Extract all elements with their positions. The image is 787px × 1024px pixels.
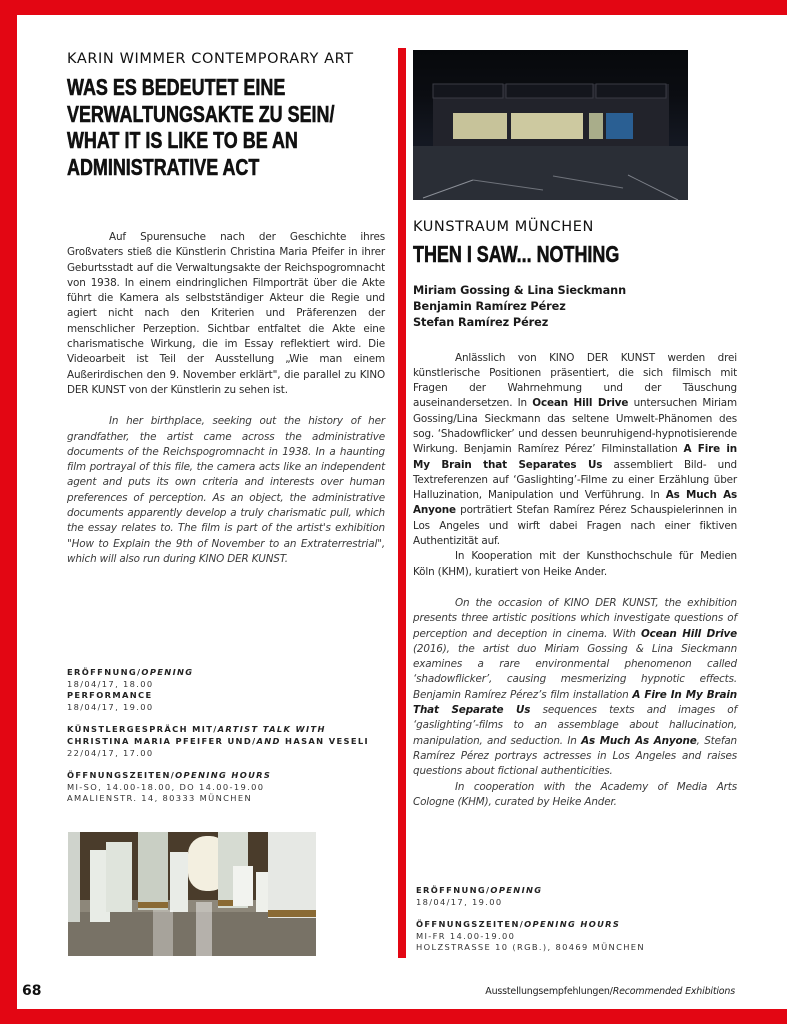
work-title: A Fire in My Brain that Separates Us <box>413 443 737 471</box>
artist-name: Benjamin Ramírez Pérez <box>413 299 566 313</box>
section-label-en: Recommended Exhibitions <box>612 986 735 997</box>
talk-and: AND <box>256 735 281 746</box>
label-opening-de: ERÖFFNUNG/ <box>67 667 142 677</box>
paragraph: In her birthplace, seeking out the history of her grandfather, the artist came across the administrative documents of the Reichspogromnacht in 1938. In a haunting film portrayal of this file, the camera acts like an independent agent and puts its own criteria and interests over human preferences of perception. As an object, the administrative documents apparently develop a truly charismatic pull, which the essay relates to. The film is part of the artist's exhibition "How to Explain the 9th of November to an Extraterrestrial", which will also run during KINO DER KUNST. <box>67 415 385 565</box>
article-title: THEN I SAW... NOTHING <box>413 241 620 267</box>
label-opening-en: OPENING <box>141 667 194 677</box>
label-opening-en: OPENING <box>490 885 543 895</box>
paragraph: Anlässlich von KINO DER KUNST werden drei künstlerische Positionen präsentiert, die sich filmisch mit Fragen der Wahrnehmung und der Täuschung auseinandersetzen. In Ocean Hill Drive untersuchen Miriam Gossing/Lina Sieckmann das seltene Umwelt-Phänomen des sog. ‘Shadowflicker’ und dessen beunruhigend-hypnotisierende Wirkung. Benjamin Ramírez Pérez’ Filminstallation A Fire in My Brain that Separates Us assembliert Bild- und Textreferenzen auf ‘Gaslighting’-Filme zu einer Erzählung über Halluzination, Manipulation und Verführung. In As Much As Anyone porträtiert Stefan Ramírez Pérez Schauspielerinnen in Los Angeles und wirft dabei Fragen nach einer fiktiven Authentizität auf. <box>413 351 738 548</box>
label-hours-de: ÖFFNUNGSZEITEN/ <box>67 770 176 781</box>
talk-names-b: HASAN VESELI <box>280 735 369 746</box>
section-label-de: Ausstellungsempfehlungen/ <box>485 986 613 997</box>
paragraph: In Kooperation mit der Kunsthochschule für Medien Köln (KHM), kuratiert von Heike Ander. <box>413 550 737 578</box>
title-line: WAS ES BEDEUTET EINE <box>67 74 286 100</box>
paragraph: Auf Spurensuche nach der Geschichte ihres Großvaters stieß die Künstlerin Christina Maria Pfeifer in ihrer Geburtsstadt auf die Verwaltungsakte der Reichspogromnacht von 1938. In einem eindringlichen Filmporträt über die Akte führt die Kamera als selbstständiger Akteur die Regie und agiert nicht nach den Kriterien und Präferenzen der menschlicher Perzeption. Sichtbar entfaltet die Akte eine charismatische Wirkung, die im Essay reflektiert wird. Die Videoarbeit ist Teil der Ausstellung „Wie man einem Außerirdischen den 9. November erklärt", die parallel zu KINO DER KUNST von der Künstlerin zu sehen ist. <box>67 231 385 396</box>
text-english <box>413 596 737 810</box>
halls-illustration <box>68 832 316 956</box>
venue-name: KUNSTRAUM MÜNCHEN <box>413 219 594 235</box>
talk-names: CHRISTINA MARIA PFEIFER UND/ <box>67 735 257 746</box>
exhibition-photo-halls <box>68 832 316 956</box>
text-english <box>67 414 385 567</box>
column-divider <box>398 48 406 958</box>
storefront-illustration <box>413 50 688 200</box>
work-title: As Much As Anyone <box>413 489 738 517</box>
opening-date: 18/04/17, 19.00 <box>416 896 503 907</box>
title-line: WHAT IT IS LIKE TO BE AN <box>67 127 298 153</box>
text-german <box>413 351 737 580</box>
address: HOLZSTRASSE 10 (RGB.), 80469 MÜNCHEN <box>416 942 645 953</box>
work-title: Ocean Hill Drive <box>532 397 629 410</box>
work-title: Ocean Hill Drive <box>640 627 737 640</box>
label-hours-en: OPENING HOURS <box>524 919 621 930</box>
event-info <box>67 667 397 805</box>
paragraph: In cooperation with the Academy of Media Arts Cologne (KHM), curated by Heike Ander. <box>413 780 737 808</box>
talk-date: 22/04/17, 17.00 <box>67 747 154 758</box>
opening-date: 18/04/17, 18.00 <box>67 678 154 689</box>
performance-date: 18/04/17, 19.00 <box>67 701 154 712</box>
right-article <box>413 218 737 810</box>
text-german <box>67 230 385 398</box>
paragraph: On the occasion of KINO DER KUNST, the exhibition presents three artistic positions which investigate questions of perception and deception in cinema. With Ocean Hill Drive (2016), the artist duo Miriam Gossing & Lina Sieckmann examines a rare environmental phenomenon called ‘shadowflicker’, causing mesmerizing hypnotic effects. Benjamin Ramírez Pérez’s film installation A Fire In My Brain That Separate Us sequences texts and images of ‘gaslighting’-films to an assemblage about hallucination, manipulation, and seduction. In As Much As Anyone, Stefan Ramírez Pérez portrays actresses in Los Angeles and raises questions about fictional authenticities. <box>413 596 737 778</box>
exhibition-photo-storefront <box>413 50 688 200</box>
work-title: A Fire In My Brain That Separate Us <box>413 688 737 717</box>
label-performance: PERFORMANCE <box>67 690 153 701</box>
work-title: As Much As Anyone <box>581 734 697 747</box>
label-talk-de: KÜNSTLERGESPRÄCH MIT/ <box>67 724 218 735</box>
label-hours-de: ÖFFNUNGSZEITEN/ <box>416 919 525 930</box>
article-title <box>67 74 395 180</box>
venue-name: KARIN WIMMER CONTEMPORARY ART <box>67 51 354 67</box>
opening-hours: MI-SO, 14.00-18.00, DO 14.00-19.00 <box>67 781 265 792</box>
label-opening-de: ERÖFFNUNG/ <box>416 885 491 895</box>
page-number: 68 <box>22 983 42 999</box>
section-label <box>485 986 735 997</box>
artists-list <box>413 283 737 331</box>
opening-hours: MI-FR 14.00-19.00 <box>416 930 516 941</box>
label-hours-en: OPENING HOURS <box>175 770 272 781</box>
title-line: VERWALTUNGSAKTE ZU SEIN/ <box>67 100 335 127</box>
artist-name: Miriam Gossing & Lina Sieckmann <box>413 283 627 297</box>
artist-name: Stefan Ramírez Pérez <box>413 315 549 329</box>
event-info-right <box>416 885 746 954</box>
address: AMALIENSTR. 14, 80333 MÜNCHEN <box>67 793 253 804</box>
title-line: ADMINISTRATIVE ACT <box>67 153 260 180</box>
left-article <box>67 50 385 804</box>
label-talk-en: ARTIST TALK WITH <box>217 724 326 735</box>
